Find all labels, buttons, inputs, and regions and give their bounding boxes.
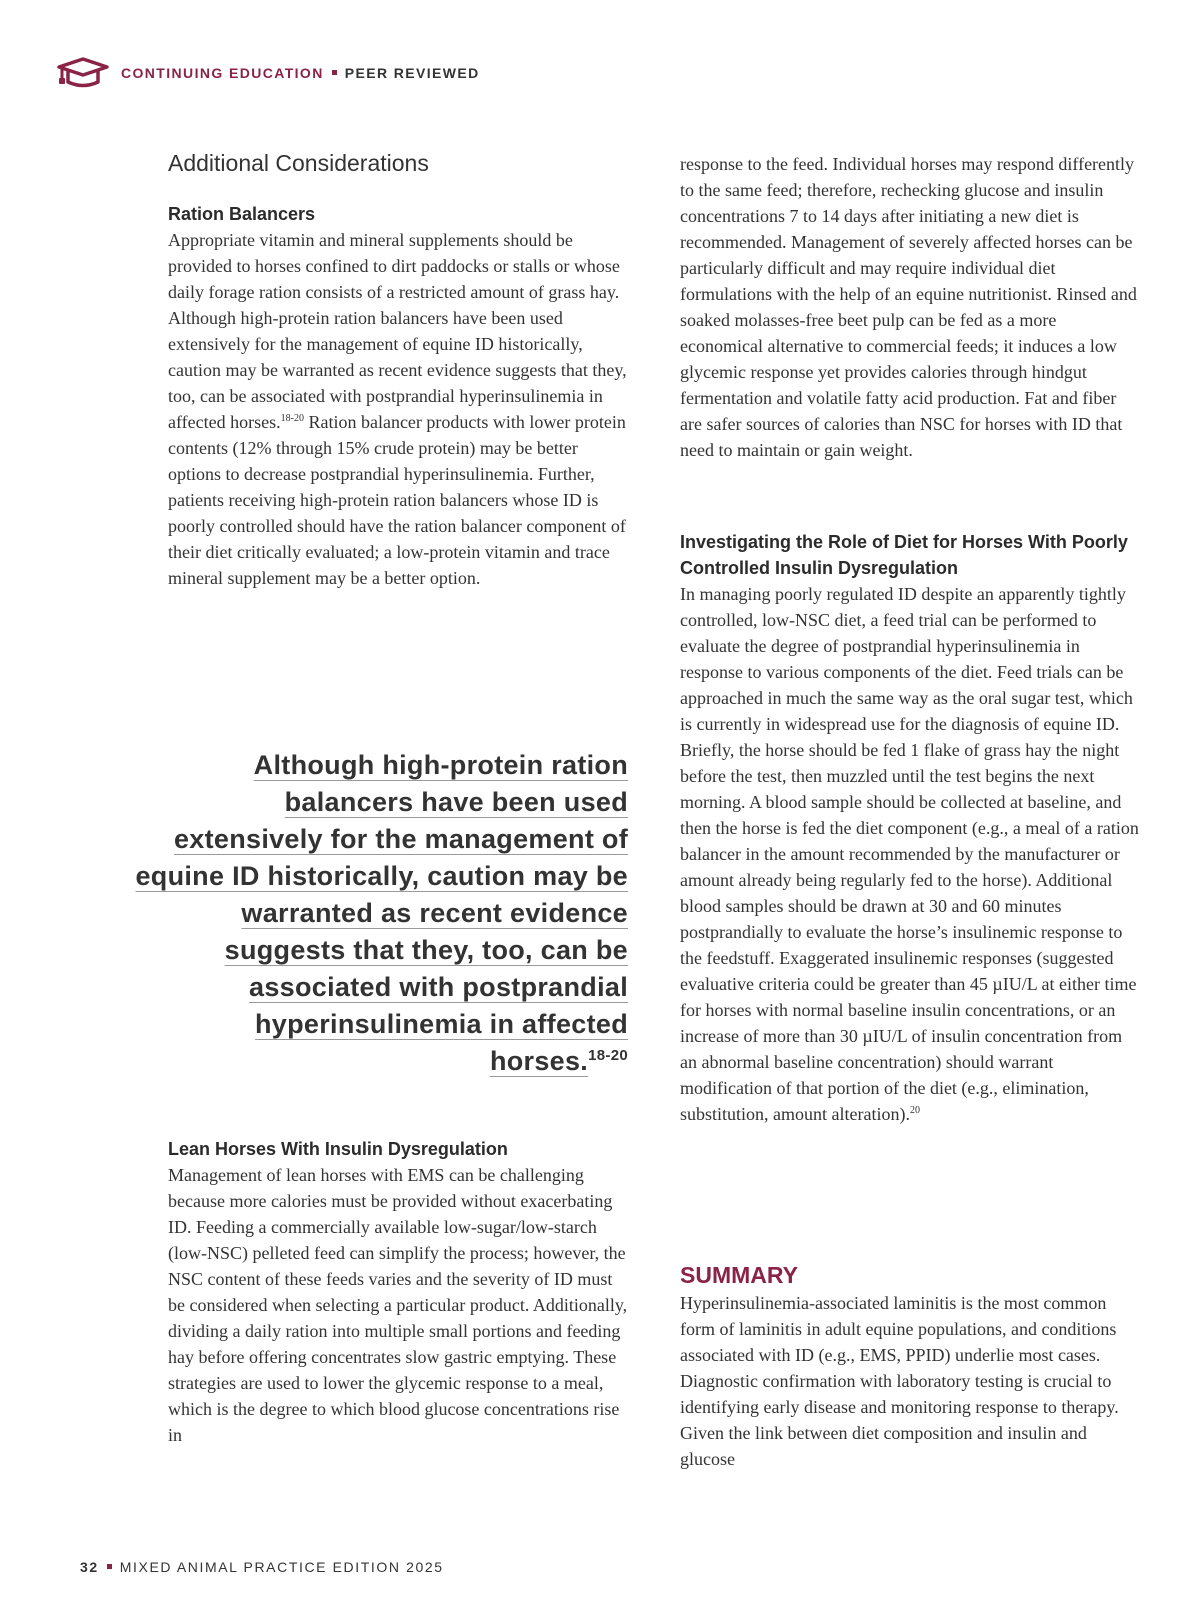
lean-horses-heading: Lean Horses With Insulin Dysregulation bbox=[168, 1139, 508, 1159]
summary-text: Hyperinsulinemia-associated laminitis is the most common form of laminitis in adult equine populations, and conditions associated with ID (e.g., EMS, PPID) underlie most cases. Diagnostic confirmation with laboratory testing is crucial to identifying early disease and monitoring response to therapy. Given the link between diet composition and insulin and glucose bbox=[680, 1293, 1119, 1469]
lean-horses-block bbox=[168, 1136, 628, 1448]
pull-quote-ref: 18-20 bbox=[588, 1047, 628, 1064]
section-label bbox=[121, 65, 480, 81]
investigating-body: In managing poorly regulated ID despite an apparently tightly controlled, low-NSC diet, a feed trial can be performed to evaluate the degree of postprandial hyperinsulinemia in response to various components of the diet. Feed trials can be approached in much the same way as the oral sugar test, which is currently in widespread use for the diagnosis of equine ID. Briefly, the horse should be fed 1 flake of grass hay the night before the test, then muzzled until the test begins the next morning. A blood sample should be collected at baseline, and then the horse is fed the diet component (e.g., a meal of a ration balancer in the amount recommended by the manufacturer or amount already being regularly fed to the horse). Additional blood samples should be drawn at 30 and 60 minutes postprandially to evaluate the horse’s insulinemic response to the feedstuff. Exaggerated insulinemic responses (suggested evaluative criteria could be greater than 45 µIU/L at either time for horses with normal baseline insulin concentrations, or an increase of more than 30 µIU/L of insulin concentration from an abnormal baseline concentration) should warrant modification of that portion of the diet (e.g., elimination, substitution, amount alteration). bbox=[680, 584, 1139, 1124]
investigating-text bbox=[680, 581, 1140, 1127]
page-number: 32 bbox=[80, 1559, 99, 1575]
citation-ref: 20 bbox=[909, 1105, 920, 1116]
ration-balancers-block bbox=[168, 201, 628, 591]
page-footer bbox=[80, 1559, 444, 1575]
continued-text: response to the feed. Individual horses may respond differently to the same feed; therefore, rechecking glucose and insulin concentrations 7 to 14 days after initiating a new diet is recommended. Management of severely affected horses can be particularly difficult and may require individual diet formulations with the help of an equine nutritionist. Rinsed and soaked molasses-free beet pulp can be fed as a more economical alternative to commercial feeds; it induces a low glycemic response yet provides calories through hindgut fermentation and volatile fatty acid production. Fat and fiber are safer sources of calories than NSC for horses with ID that need to maintain or gain weight. bbox=[680, 154, 1137, 460]
section-name: CONTINUING EDUCATION bbox=[121, 65, 324, 81]
lean-horses-text: Management of lean horses with EMS can be challenging because more calories must be provided without exacerbating ID. Feeding a commercially available low-sugar/low-starch (low-NSC) pelleted feed can simplify the process; however, the NSC content of these feeds varies and the severity of ID must be considered when selecting a particular product. Additionally, dividing a daily ration into multiple small portions and feeding hay before offering concentrates slow gastric emptying. These strategies are used to lower the glycemic response to a meal, which is the degree to which blood glucose concentrations rise in bbox=[168, 1165, 628, 1445]
subsection-name: PEER REVIEWED bbox=[344, 65, 480, 81]
section-title: Additional Considerations bbox=[168, 150, 429, 176]
pull-quote bbox=[130, 747, 628, 1080]
separator-square bbox=[332, 70, 337, 75]
page-header bbox=[55, 54, 480, 92]
citation-ref: 18-20 bbox=[280, 413, 304, 424]
investigating-heading: Investigating the Role of Diet for Horses With Poorly Controlled Insulin Dysregulation bbox=[680, 532, 1128, 578]
separator-square bbox=[107, 1564, 112, 1569]
publication-name: MIXED ANIMAL PRACTICE EDITION 2025 bbox=[119, 1559, 444, 1575]
continued-text-block bbox=[680, 151, 1140, 463]
summary-heading: SUMMARY bbox=[680, 1262, 798, 1288]
ration-text-part-a: Appropriate vitamin and mineral supplements should be provided to horses confined to dirt paddocks or stalls or whose daily forage ration consists of a restricted amount of grass hay. Although high-protein ration balancers have been used extensively for the management of equine ID historically, caution may be warranted as recent evidence suggests that they, too, can be associated with postprandial hyperinsulinemia in affected horses. bbox=[168, 230, 627, 432]
summary-block bbox=[680, 1260, 1140, 1472]
graduation-cap-icon bbox=[55, 55, 111, 91]
pull-quote-text: Although high-protein ration balancers have been used extensively for the management of equine ID historically, caution may be warranted as recent evidence suggests that they, too, can be associated with postprandial hyperinsulinemia in affected horses. bbox=[135, 750, 628, 1076]
ration-text-part-b: Ration balancer products with lower protein contents (12% through 15% crude protein) may be better options to decrease postprandial hyperinsulinemia. Further, patients receiving high-protein ration balancers whose ID is poorly controlled should have the ration balancer component of their diet critically evaluated; a low-protein vitamin and trace mineral supplement may be a better option. bbox=[168, 412, 626, 588]
ration-balancers-heading: Ration Balancers bbox=[168, 204, 316, 224]
investigating-block bbox=[680, 529, 1140, 1127]
ration-balancers-text bbox=[168, 227, 628, 591]
